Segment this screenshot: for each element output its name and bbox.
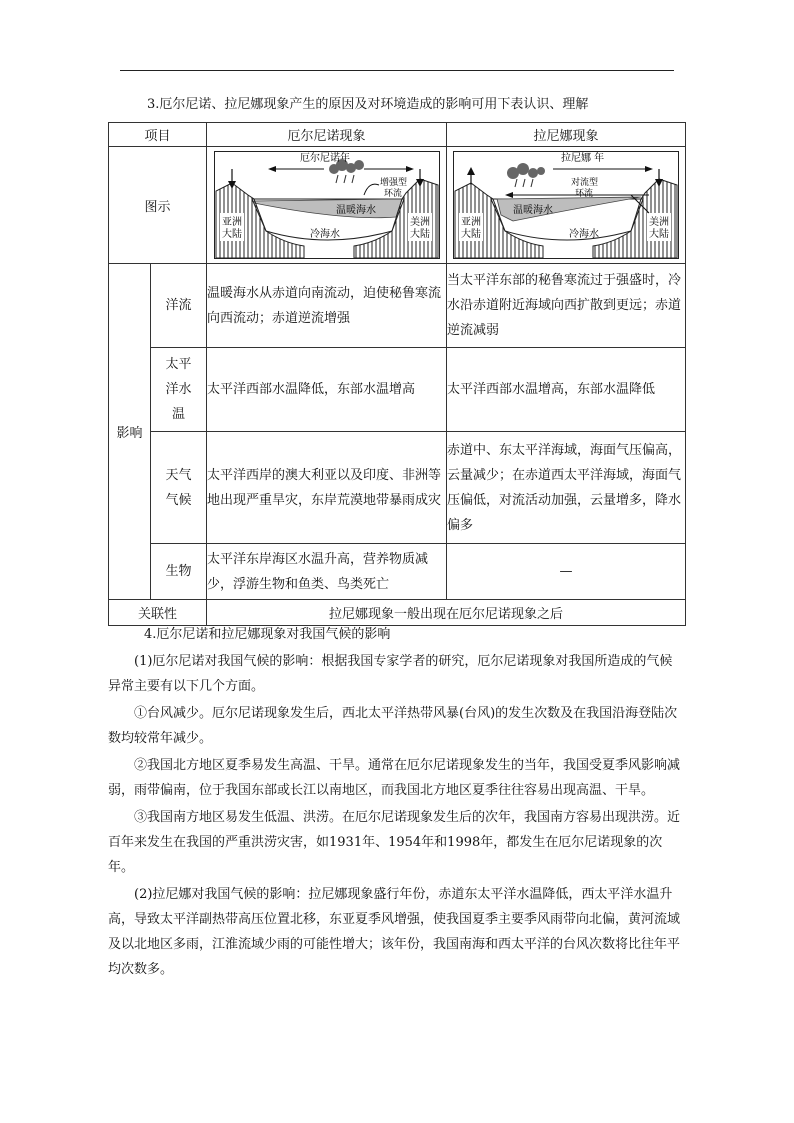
elnino-asia-label: 亚洲大陆 xyxy=(221,217,242,240)
lanina-cold-water-label: 冷海水 xyxy=(569,229,600,240)
section-4-p1: (1)厄尔尼诺对我国气候的影响：根据我国专家学者的研究，厄尔尼诺现象对我国所造成的气候异常主要有以下几个方面。 xyxy=(108,654,673,694)
lanina-circulation-label: 对流型环流 xyxy=(571,178,599,199)
row-biology xyxy=(109,544,686,600)
elnino-ocean-current: 温暖海水从赤道向南流动，迫使秘鲁寒流向西流动；赤道逆流增强 xyxy=(207,264,447,348)
row-ocean-current xyxy=(109,264,686,348)
lanina-biology: — xyxy=(447,544,686,600)
row-label-ocean-current: 洋流 xyxy=(151,264,207,348)
header-elnino: 厄尔尼诺现象 xyxy=(207,123,447,147)
section-4-p3: ②我国北方地区夏季易发生高温、干旱。通常在厄尔尼诺现象发生的当年，我国受夏季风影响减弱，雨带偏南，位于我国东部或长江以南地区，而我国北方地区夏季往往容易出现高温、干旱。 xyxy=(108,758,681,798)
row-water-temp xyxy=(109,348,686,432)
elnino-biology: 太平洋东岸海区水温升高，营养物质减少，浮游生物和鱼类、鸟类死亡 xyxy=(207,544,447,600)
elnino-america-label: 美洲大陆 xyxy=(409,217,430,240)
relation-text: 拉尼娜现象一般出现在厄尔尼诺现象之后 xyxy=(207,600,686,626)
header-rule xyxy=(120,70,674,71)
impact-label: 影响 xyxy=(109,264,151,600)
elnino-year-label: 厄尔尼诺年 xyxy=(299,153,350,164)
elnino-water-temp: 太平洋西部水温降低，东部水温增高 xyxy=(207,348,447,432)
elnino-diagram xyxy=(214,151,440,259)
elnino-warm-water-label: 温暖海水 xyxy=(335,205,376,216)
header-lanina: 拉尼娜现象 xyxy=(447,123,686,147)
lanina-year-label: 拉尼娜 年 xyxy=(561,153,605,164)
header-item: 项目 xyxy=(109,123,207,147)
section-3-heading: 3.厄尔尼诺、拉尼娜现象产生的原因及对环境造成的影响可用下表认识、理解 xyxy=(147,97,589,112)
elnino-circulation-line2: 环流 xyxy=(383,189,402,199)
row-label-weather: 天气 气候 xyxy=(151,432,207,544)
section-4-title: 4.厄尔尼诺和拉尼娜现象对我国气候的影响 xyxy=(144,627,391,642)
lanina-asia-label: 亚洲大陆 xyxy=(461,217,482,240)
lanina-diagram xyxy=(453,151,679,259)
diagram-row xyxy=(109,147,686,264)
section-4 xyxy=(108,622,685,982)
lanina-warm-water-label: 温暖海水 xyxy=(513,205,554,216)
comparison-table xyxy=(108,122,686,626)
row-label-water-temp: 太平 洋水 温 xyxy=(151,348,207,432)
lanina-diagram-cell xyxy=(447,147,686,264)
diagram-row-label: 图示 xyxy=(109,147,207,264)
elnino-cold-water-label: 冷海水 xyxy=(309,229,340,240)
section-4-p5: (2)拉尼娜对我国气候的影响：拉尼娜现象盛行年份，赤道东太平洋水温降低，西太平洋水温升高，导致太平洋副热带高压位置北移，东亚夏季风增强，使我国夏季主要季风雨带向北偏，黄河流域及以北地区多雨，江淮流域少雨的可能性增大；该年份，我国南海和西太平洋的台风次数将比往年平均次数多。 xyxy=(108,887,681,977)
lanina-america-label: 美洲大陆 xyxy=(649,217,670,240)
elnino-diagram-cell xyxy=(207,147,447,264)
row-label-biology: 生物 xyxy=(151,544,207,600)
section-4-p2: ①台风减少。厄尔尼诺现象发生后，西北太平洋热带风暴(台风)的发生次数及在我国沿海登陆次数均较常年减少。 xyxy=(108,706,678,746)
section-4-p4: ③我国南方地区易发生低温、洪涝。在厄尔尼诺现象发生后的次年，我国南方容易出现洪涝。近百年来发生在我国的严重洪涝灾害，如1931年、1954年和1998年，都发生在厄尔尼诺现象的次年。 xyxy=(108,810,681,875)
lanina-weather: 赤道中、东太平洋海域，海面气压偏高，云量减少；在赤道西太平洋海域，海面气压偏低，对流活动加强，云量增多，降水偏多 xyxy=(447,432,686,544)
elnino-circulation-line1: 增强型 xyxy=(379,178,407,188)
relation-label: 关联性 xyxy=(109,600,207,626)
lanina-water-temp: 太平洋西部水温增高，东部水温降低 xyxy=(447,348,686,432)
table-header-row xyxy=(109,123,686,147)
lanina-ocean-current: 当太平洋东部的秘鲁寒流过于强盛时，冷水沿赤道附近海域向西扩散到更远；赤道逆流减弱 xyxy=(447,264,686,348)
row-weather xyxy=(109,432,686,544)
elnino-weather: 太平洋西岸的澳大利亚以及印度、非洲等地出现严重旱灾，东岸荒漠地带暴雨成灾 xyxy=(207,432,447,544)
